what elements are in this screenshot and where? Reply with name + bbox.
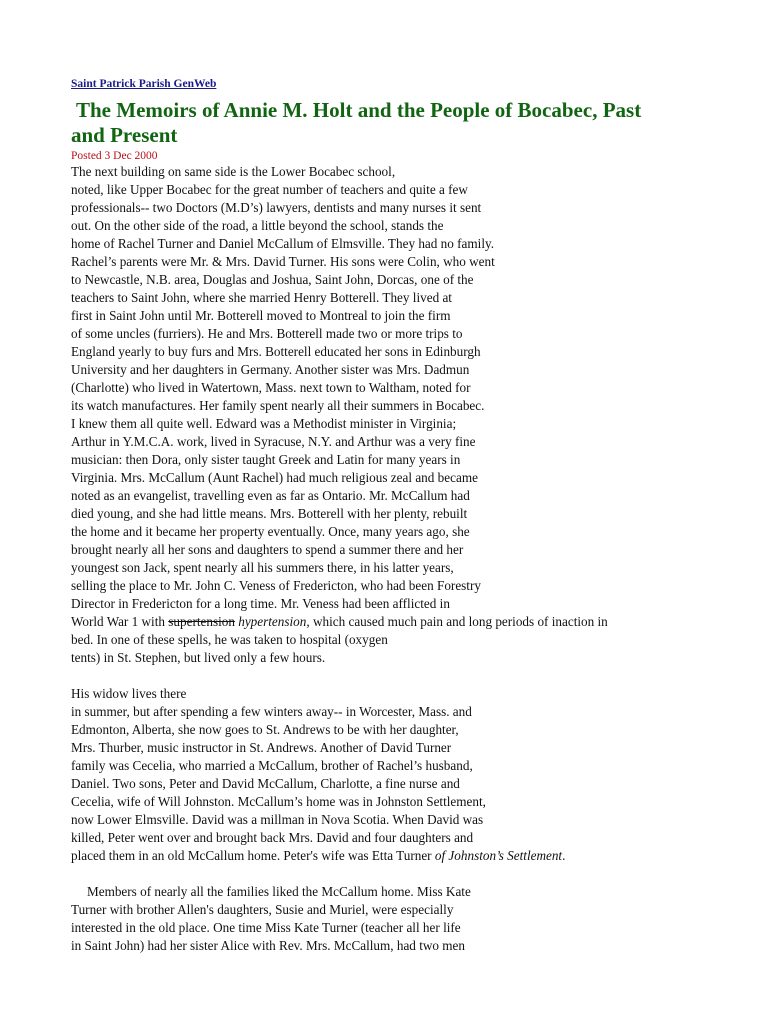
text-fragment: . <box>562 848 566 863</box>
paragraph-3 <box>71 883 751 955</box>
text-line: brought nearly all her sons and daughters to spend a summer there and her <box>71 542 464 557</box>
text-line <box>71 883 751 901</box>
text-fragment: , which caused much pain and long periods of inaction in <box>306 614 608 629</box>
text-line: Virginia. Mrs. McCallum (Aunt Rachel) had much religious zeal and became <box>71 470 478 485</box>
text-fragment: Members of nearly all the families liked the McCallum home. Miss Kate <box>87 884 471 899</box>
paragraph-1 <box>71 163 751 613</box>
text-line: killed, Peter went over and brought back Mrs. David and four daughters and <box>71 830 474 845</box>
text-line: Daniel. Two sons, Peter and David McCallum, Charlotte, a fine nurse and <box>71 776 460 791</box>
text-line: The next building on same side is the Lower Bocabec school, <box>71 164 396 179</box>
text-line: Arthur in Y.M.C.A. work, lived in Syracuse, N.Y. and Arthur was a very fine <box>71 434 476 449</box>
posted-date: Posted 3 Dec 2000 <box>71 150 158 162</box>
text-line: teachers to Saint John, where she married Henry Botterell. They lived at <box>71 290 452 305</box>
italic-word: hypertension <box>238 614 307 629</box>
text-line: home of Rachel Turner and Daniel McCallum of Elmsville. They had no family. <box>71 236 495 251</box>
text-line: tents) in St. Stephen, but lived only a few hours. <box>71 650 326 665</box>
text-line: bed. In one of these spells, he was taken to hospital (oxygen <box>71 632 388 647</box>
paragraph-gap <box>71 667 751 685</box>
text-line: in summer, but after spending a few winters away-- in Worcester, Mass. and <box>71 704 472 719</box>
text-line: Edmonton, Alberta, she now goes to St. Andrews to be with her daughter, <box>71 722 459 737</box>
title-line-1: The Memoirs of Annie M. Holt and the People of Bocabec, Past <box>76 98 642 122</box>
text-line: noted, like Upper Bocabec for the great number of teachers and quite a few <box>71 182 468 197</box>
text-line: to Newcastle, N.B. area, Douglas and Joshua, Saint John, Dorcas, one of the <box>71 272 474 287</box>
paragraph-2-end <box>71 847 751 865</box>
text-line: now Lower Elmsville. David was a millman in Nova Scotia. When David was <box>71 812 484 827</box>
text-line: Mrs. Thurber, music instructor in St. Andrews. Another of David Turner <box>71 740 452 755</box>
text-line: Cecelia, wife of Will Johnston. McCallum’s home was in Johnston Settlement, <box>71 794 486 809</box>
text-line: musician: then Dora, only sister taught Greek and Latin for many years in <box>71 452 461 467</box>
text-line: noted as an evangelist, travelling even as far as Ontario. Mr. McCallum had <box>71 488 470 503</box>
text-line: the home and it became her property eventually. Once, many years ago, she <box>71 524 470 539</box>
italic-phrase: of Johnston’s Settlement <box>434 848 563 863</box>
text-line: Director in Fredericton for a long time. Mr. Veness had been afflicted in <box>71 596 450 611</box>
site-link[interactable]: Saint Patrick Parish GenWeb <box>71 78 217 90</box>
struck-word: supertension <box>168 614 235 629</box>
text-line: His widow lives there <box>71 686 187 701</box>
text-line: Turner with brother Allen's daughters, Susie and Muriel, were especially <box>71 902 454 917</box>
title-line-2: and Present <box>71 123 178 147</box>
text-line: out. On the other side of the road, a little beyond the school, stands the <box>71 218 444 233</box>
text-line: its watch manufactures. Her family spent nearly all their summers in Bocabec. <box>71 398 485 413</box>
text-line: in Saint John) had her sister Alice with Rev. Mrs. McCallum, had two men <box>71 938 465 953</box>
text-line: interested in the old place. One time Miss Kate Turner (teacher all her life <box>71 920 461 935</box>
text-line: professionals-- two Doctors (M.D’s) lawyers, dentists and many nurses it sent <box>71 200 482 215</box>
text-line: Rachel’s parents were Mr. & Mrs. David Turner. His sons were Colin, who went <box>71 254 495 269</box>
text-line <box>71 613 751 631</box>
text-line: family was Cecelia, who married a McCallum, brother of Rachel’s husband, <box>71 758 473 773</box>
text-line: selling the place to Mr. John C. Veness of Fredericton, who had been Forestry <box>71 578 481 593</box>
text-line: England yearly to buy furs and Mrs. Botterell educated her sons in Edinburgh <box>71 344 481 359</box>
text-line: first in Saint John until Mr. Botterell moved to Montreal to join the firm <box>71 308 451 323</box>
paragraph-2 <box>71 685 751 847</box>
document-page <box>71 74 751 955</box>
text-line <box>71 847 751 865</box>
text-line: University and her daughters in Germany. Another sister was Mrs. Dadmun <box>71 362 470 377</box>
text-line: of some uncles (furriers). He and Mrs. Botterell made two or more trips to <box>71 326 463 341</box>
text-line: youngest son Jack, spent nearly all his summers there, in his latter years, <box>71 560 454 575</box>
text-fragment: placed them in an old McCallum home. Peter's wife was Etta Turner <box>71 848 435 863</box>
text-line: died young, and she had little means. Mrs. Botterell with her plenty, rebuilt <box>71 506 468 521</box>
paragraph-1-end <box>71 613 751 667</box>
paragraph-gap <box>71 865 751 883</box>
text-line: I knew them all quite well. Edward was a Methodist minister in Virginia; <box>71 416 457 431</box>
text-line: (Charlotte) who lived in Watertown, Mass. next town to Waltham, noted for <box>71 380 471 395</box>
text-fragment: World War 1 with <box>71 614 169 629</box>
page-title <box>71 98 751 148</box>
